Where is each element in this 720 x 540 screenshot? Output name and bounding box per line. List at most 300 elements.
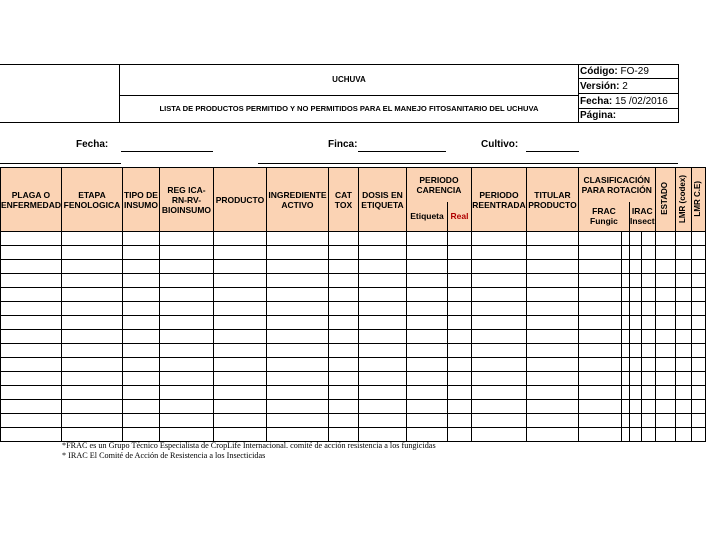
table-cell[interactable]: [266, 274, 328, 288]
table-cell[interactable]: [328, 302, 358, 316]
table-cell[interactable]: [642, 260, 655, 274]
table-cell[interactable]: [213, 400, 266, 414]
table-cell[interactable]: [122, 386, 159, 400]
table-cell[interactable]: [159, 358, 213, 372]
table-cell[interactable]: [358, 302, 406, 316]
table-cell[interactable]: [471, 386, 526, 400]
table-cell[interactable]: [61, 400, 122, 414]
table-cell[interactable]: [328, 428, 358, 442]
table-cell[interactable]: [406, 372, 447, 386]
table-cell[interactable]: [675, 358, 691, 372]
table-cell[interactable]: [629, 358, 641, 372]
table-cell[interactable]: [447, 330, 471, 344]
table-cell[interactable]: [1, 414, 62, 428]
table-cell[interactable]: [213, 302, 266, 316]
table-cell[interactable]: [655, 386, 675, 400]
table-cell[interactable]: [61, 260, 122, 274]
table-cell[interactable]: [447, 358, 471, 372]
table-cell[interactable]: [675, 232, 691, 246]
table-cell[interactable]: [578, 372, 621, 386]
table-cell[interactable]: [159, 302, 213, 316]
table-cell[interactable]: [122, 288, 159, 302]
table-cell[interactable]: [122, 274, 159, 288]
table-cell[interactable]: [159, 316, 213, 330]
table-cell[interactable]: [358, 400, 406, 414]
separator-mid: [258, 163, 678, 164]
table-cell[interactable]: [61, 232, 122, 246]
table-cell[interactable]: [61, 386, 122, 400]
table-cell[interactable]: [642, 372, 655, 386]
table-cell[interactable]: [526, 414, 578, 428]
table-cell[interactable]: [358, 232, 406, 246]
table-cell[interactable]: [358, 260, 406, 274]
table-cell[interactable]: [642, 386, 655, 400]
table-cell[interactable]: [1, 288, 62, 302]
table-cell[interactable]: [159, 400, 213, 414]
table-cell[interactable]: [471, 302, 526, 316]
table-cell[interactable]: [358, 372, 406, 386]
table-cell[interactable]: [266, 260, 328, 274]
table-cell[interactable]: [675, 428, 691, 442]
table-cell[interactable]: [266, 414, 328, 428]
table-cell[interactable]: [328, 344, 358, 358]
table-cell[interactable]: [691, 386, 705, 400]
table-cell[interactable]: [447, 232, 471, 246]
table-cell[interactable]: [447, 302, 471, 316]
table-cell[interactable]: [328, 400, 358, 414]
table-cell[interactable]: [471, 232, 526, 246]
table-cell[interactable]: [159, 414, 213, 428]
table-cell[interactable]: [526, 428, 578, 442]
table-cell[interactable]: [213, 316, 266, 330]
table-cell[interactable]: [642, 246, 655, 260]
table-cell[interactable]: [213, 414, 266, 428]
table-cell[interactable]: [675, 302, 691, 316]
table-cell[interactable]: [358, 330, 406, 344]
table-cell[interactable]: [61, 344, 122, 358]
table-cell[interactable]: [621, 428, 629, 442]
table-cell[interactable]: [629, 302, 641, 316]
table-cell[interactable]: [328, 316, 358, 330]
col-frac: FRAC Fungic: [578, 202, 629, 232]
table-cell[interactable]: [471, 400, 526, 414]
table-cell[interactable]: [122, 428, 159, 442]
table-cell[interactable]: [526, 386, 578, 400]
table-cell[interactable]: [621, 232, 629, 246]
table-cell[interactable]: [266, 330, 328, 344]
table-cell[interactable]: [471, 414, 526, 428]
table-cell[interactable]: [406, 288, 447, 302]
table-cell[interactable]: [213, 344, 266, 358]
table-cell[interactable]: [655, 400, 675, 414]
table-cell[interactable]: [266, 358, 328, 372]
table-cell[interactable]: [358, 274, 406, 288]
table-cell[interactable]: [629, 400, 641, 414]
table-cell[interactable]: [621, 316, 629, 330]
table-cell[interactable]: [655, 358, 675, 372]
table-cell[interactable]: [328, 274, 358, 288]
table-cell[interactable]: [1, 400, 62, 414]
table-cell[interactable]: [122, 316, 159, 330]
table-cell[interactable]: [447, 246, 471, 260]
table-cell[interactable]: [447, 316, 471, 330]
table-cell[interactable]: [578, 400, 621, 414]
table-cell[interactable]: [471, 274, 526, 288]
table-cell[interactable]: [621, 246, 629, 260]
table-cell[interactable]: [621, 358, 629, 372]
table-cell[interactable]: [655, 372, 675, 386]
table-cell[interactable]: [691, 428, 705, 442]
table-cell[interactable]: [358, 316, 406, 330]
table-cell[interactable]: [266, 428, 328, 442]
table-cell[interactable]: [675, 372, 691, 386]
table-cell[interactable]: [1, 232, 62, 246]
table-cell[interactable]: [691, 358, 705, 372]
table-cell[interactable]: [447, 386, 471, 400]
table-cell[interactable]: [691, 316, 705, 330]
table-cell[interactable]: [691, 246, 705, 260]
table-cell[interactable]: [61, 414, 122, 428]
table-row: [1, 358, 706, 372]
table-cell[interactable]: [122, 358, 159, 372]
table-cell[interactable]: [655, 274, 675, 288]
table-cell[interactable]: [122, 400, 159, 414]
table-cell[interactable]: [266, 316, 328, 330]
table-cell[interactable]: [621, 414, 629, 428]
table-cell[interactable]: [406, 316, 447, 330]
cultivo-field[interactable]: [526, 151, 579, 152]
table-cell[interactable]: [122, 232, 159, 246]
table-cell[interactable]: [621, 344, 629, 358]
table-cell[interactable]: [266, 400, 328, 414]
table-cell[interactable]: [61, 330, 122, 344]
table-cell[interactable]: [655, 260, 675, 274]
table-cell[interactable]: [406, 232, 447, 246]
table-cell[interactable]: [675, 260, 691, 274]
table-cell[interactable]: [213, 428, 266, 442]
table-cell[interactable]: [675, 288, 691, 302]
table-cell[interactable]: [578, 288, 621, 302]
table-cell[interactable]: [526, 288, 578, 302]
table-cell[interactable]: [471, 372, 526, 386]
table-cell[interactable]: [447, 260, 471, 274]
table-cell[interactable]: [159, 260, 213, 274]
table-cell[interactable]: [1, 260, 62, 274]
table-cell[interactable]: [61, 246, 122, 260]
table-cell[interactable]: [621, 302, 629, 316]
table-cell[interactable]: [621, 400, 629, 414]
table-cell[interactable]: [266, 372, 328, 386]
table-cell[interactable]: [629, 232, 641, 246]
table-cell[interactable]: [447, 288, 471, 302]
table-cell[interactable]: [159, 330, 213, 344]
table-cell[interactable]: [61, 372, 122, 386]
table-cell[interactable]: [691, 274, 705, 288]
table-cell[interactable]: [213, 274, 266, 288]
table-cell[interactable]: [621, 372, 629, 386]
table-cell[interactable]: [1, 274, 62, 288]
table-cell[interactable]: [471, 246, 526, 260]
table-cell[interactable]: [159, 288, 213, 302]
table-cell[interactable]: [642, 400, 655, 414]
table-cell[interactable]: [655, 302, 675, 316]
table-cell[interactable]: [1, 302, 62, 316]
table-cell[interactable]: [122, 330, 159, 344]
table-cell[interactable]: [61, 274, 122, 288]
table-cell[interactable]: [526, 260, 578, 274]
table-cell[interactable]: [526, 358, 578, 372]
table-cell[interactable]: [1, 344, 62, 358]
table-cell[interactable]: [629, 414, 641, 428]
table-cell[interactable]: [629, 386, 641, 400]
table-cell[interactable]: [629, 372, 641, 386]
fecha-label: Fecha:: [76, 139, 109, 150]
table-cell[interactable]: [655, 344, 675, 358]
table-cell[interactable]: [406, 274, 447, 288]
table-cell[interactable]: [471, 358, 526, 372]
cultivo-label: Cultivo:: [481, 139, 519, 150]
table-cell[interactable]: [578, 260, 621, 274]
table-cell[interactable]: [578, 358, 621, 372]
table-cell[interactable]: [526, 232, 578, 246]
col-registro: REG ICA-RN-RV-BIOINSUMO: [159, 168, 213, 232]
table-cell[interactable]: [213, 330, 266, 344]
table-cell[interactable]: [675, 414, 691, 428]
table-cell[interactable]: [675, 344, 691, 358]
table-cell[interactable]: [642, 302, 655, 316]
table-cell[interactable]: [642, 316, 655, 330]
table-cell[interactable]: [266, 344, 328, 358]
table-cell[interactable]: [655, 288, 675, 302]
table-cell[interactable]: [406, 386, 447, 400]
table-cell[interactable]: [691, 302, 705, 316]
table-cell[interactable]: [213, 358, 266, 372]
table-cell[interactable]: [655, 246, 675, 260]
table-cell[interactable]: [1, 386, 62, 400]
table-cell[interactable]: [691, 232, 705, 246]
table-cell[interactable]: [578, 316, 621, 330]
table-cell[interactable]: [447, 414, 471, 428]
table-cell[interactable]: [675, 246, 691, 260]
table-cell[interactable]: [578, 330, 621, 344]
table-cell[interactable]: [328, 386, 358, 400]
table-cell[interactable]: [1, 358, 62, 372]
table-cell[interactable]: [122, 302, 159, 316]
table-cell[interactable]: [642, 288, 655, 302]
table-cell[interactable]: [691, 288, 705, 302]
table-cell[interactable]: [691, 414, 705, 428]
table-cell[interactable]: [447, 274, 471, 288]
table-cell[interactable]: [621, 274, 629, 288]
table-cell[interactable]: [655, 316, 675, 330]
table-cell[interactable]: [629, 330, 641, 344]
table-cell[interactable]: [213, 288, 266, 302]
table-cell[interactable]: [328, 414, 358, 428]
table-cell[interactable]: [358, 428, 406, 442]
table-cell[interactable]: [691, 372, 705, 386]
table-cell[interactable]: [447, 372, 471, 386]
fecha-field[interactable]: [121, 151, 213, 152]
table-cell[interactable]: [159, 232, 213, 246]
table-cell[interactable]: [621, 330, 629, 344]
table-cell[interactable]: [642, 344, 655, 358]
table-cell[interactable]: [691, 400, 705, 414]
table-cell[interactable]: [578, 428, 621, 442]
table-cell[interactable]: [655, 330, 675, 344]
table-cell[interactable]: [691, 260, 705, 274]
table-cell[interactable]: [447, 400, 471, 414]
table-cell[interactable]: [642, 330, 655, 344]
table-cell[interactable]: [61, 428, 122, 442]
table-cell[interactable]: [159, 428, 213, 442]
table-cell[interactable]: [358, 386, 406, 400]
table-cell[interactable]: [328, 330, 358, 344]
table-cell[interactable]: [266, 386, 328, 400]
table-cell[interactable]: [578, 414, 621, 428]
table-cell[interactable]: [621, 386, 629, 400]
table-cell[interactable]: [1, 428, 62, 442]
table-cell[interactable]: [526, 302, 578, 316]
table-cell[interactable]: [358, 358, 406, 372]
table-cell[interactable]: [629, 246, 641, 260]
table-cell[interactable]: [406, 344, 447, 358]
finca-field[interactable]: [358, 151, 446, 152]
table-cell[interactable]: [159, 344, 213, 358]
table-cell[interactable]: [578, 232, 621, 246]
table-cell[interactable]: [1, 330, 62, 344]
table-cell[interactable]: [471, 330, 526, 344]
table-cell[interactable]: [526, 372, 578, 386]
table-cell[interactable]: [406, 246, 447, 260]
table-cell[interactable]: [578, 386, 621, 400]
table-cell[interactable]: [213, 260, 266, 274]
table-cell[interactable]: [675, 274, 691, 288]
table-cell[interactable]: [213, 386, 266, 400]
table-cell[interactable]: [358, 246, 406, 260]
table-cell[interactable]: [406, 400, 447, 414]
table-cell[interactable]: [159, 372, 213, 386]
table-cell[interactable]: [629, 288, 641, 302]
table-cell[interactable]: [526, 246, 578, 260]
table-cell[interactable]: [122, 344, 159, 358]
table-cell[interactable]: [159, 386, 213, 400]
table-cell[interactable]: [578, 274, 621, 288]
table-cell[interactable]: [328, 358, 358, 372]
table-cell[interactable]: [629, 428, 641, 442]
table-cell[interactable]: [526, 344, 578, 358]
table-row: [1, 414, 706, 428]
footnotes: [62, 441, 436, 461]
table-cell[interactable]: [471, 260, 526, 274]
table-cell[interactable]: [629, 274, 641, 288]
table-cell[interactable]: [406, 428, 447, 442]
table-cell[interactable]: [159, 274, 213, 288]
table-cell[interactable]: [655, 232, 675, 246]
table-cell[interactable]: [266, 246, 328, 260]
table-cell[interactable]: [61, 316, 122, 330]
table-row: [1, 386, 706, 400]
table-cell[interactable]: [61, 302, 122, 316]
table-cell[interactable]: [629, 344, 641, 358]
table-cell[interactable]: [471, 344, 526, 358]
table-cell[interactable]: [266, 232, 328, 246]
table-cell[interactable]: [471, 428, 526, 442]
table-cell[interactable]: [406, 358, 447, 372]
table-cell[interactable]: [621, 288, 629, 302]
table-cell[interactable]: [328, 372, 358, 386]
table-cell[interactable]: [122, 260, 159, 274]
table-cell[interactable]: [213, 372, 266, 386]
table-cell[interactable]: [642, 358, 655, 372]
table-cell[interactable]: [691, 330, 705, 344]
table-cell[interactable]: [213, 232, 266, 246]
table-cell[interactable]: [406, 414, 447, 428]
table-cell[interactable]: [266, 288, 328, 302]
table-cell[interactable]: [447, 428, 471, 442]
table-cell[interactable]: [629, 260, 641, 274]
table-cell[interactable]: [328, 288, 358, 302]
table-cell[interactable]: [578, 344, 621, 358]
table-cell[interactable]: [655, 414, 675, 428]
table-cell[interactable]: [578, 246, 621, 260]
table-cell[interactable]: [406, 260, 447, 274]
table-cell[interactable]: [675, 386, 691, 400]
table-cell[interactable]: [1, 246, 62, 260]
table-cell[interactable]: [642, 232, 655, 246]
table-cell[interactable]: [358, 414, 406, 428]
table-cell[interactable]: [642, 414, 655, 428]
table-cell[interactable]: [358, 344, 406, 358]
table-cell[interactable]: [447, 344, 471, 358]
table-cell[interactable]: [122, 246, 159, 260]
table-cell[interactable]: [358, 288, 406, 302]
table-cell[interactable]: [328, 232, 358, 246]
table-cell[interactable]: [526, 330, 578, 344]
table-cell[interactable]: [159, 246, 213, 260]
meta-page: Página:: [580, 110, 617, 121]
table-cell[interactable]: [213, 246, 266, 260]
table-cell[interactable]: [675, 316, 691, 330]
table-cell[interactable]: [629, 316, 641, 330]
table-cell[interactable]: [122, 372, 159, 386]
table-cell[interactable]: [1, 372, 62, 386]
table-cell[interactable]: [61, 358, 122, 372]
table-cell[interactable]: [471, 288, 526, 302]
table-cell[interactable]: [621, 260, 629, 274]
table-cell[interactable]: [328, 260, 358, 274]
table-cell[interactable]: [406, 330, 447, 344]
table-cell[interactable]: [691, 344, 705, 358]
table-cell[interactable]: [642, 428, 655, 442]
table-cell[interactable]: [328, 246, 358, 260]
table-cell[interactable]: [266, 302, 328, 316]
table-cell[interactable]: [471, 316, 526, 330]
table-cell[interactable]: [406, 302, 447, 316]
table-cell[interactable]: [675, 330, 691, 344]
table-cell[interactable]: [578, 302, 621, 316]
table-cell[interactable]: [655, 428, 675, 442]
table-cell[interactable]: [526, 274, 578, 288]
table-cell[interactable]: [1, 316, 62, 330]
table-cell[interactable]: [675, 400, 691, 414]
col-lmr-codex: LMR (codex): [675, 168, 691, 232]
document-title: LISTA DE PRODUCTOS PERMITIDO Y NO PERMITIDOS PARA EL MANEJO FITOSANITARIO DEL UCHUVA: [159, 104, 539, 113]
table-cell[interactable]: [122, 414, 159, 428]
table-cell[interactable]: [526, 400, 578, 414]
table-cell[interactable]: [61, 288, 122, 302]
table-cell[interactable]: [642, 274, 655, 288]
table-cell[interactable]: [526, 316, 578, 330]
